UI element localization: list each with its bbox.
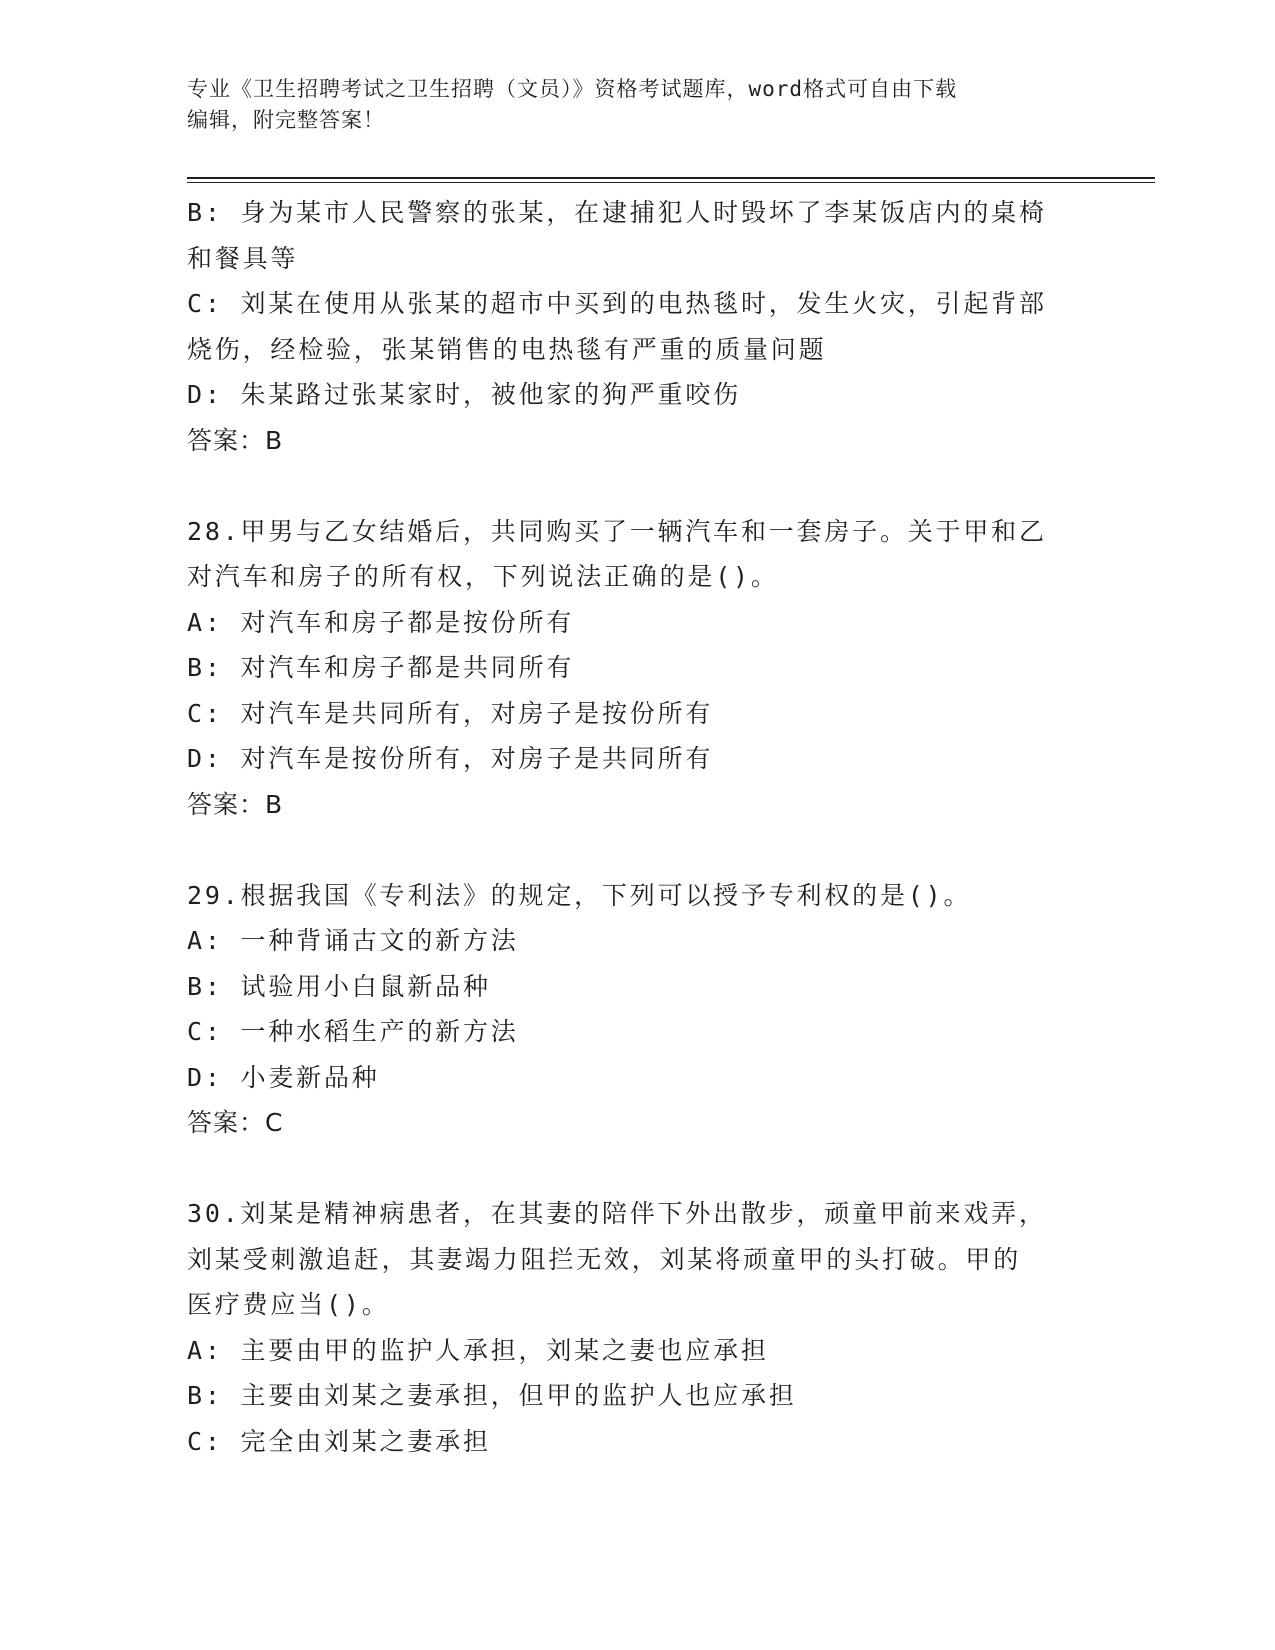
question-content <box>187 190 1087 1464</box>
option-c-line-2: 烧伤，经检验，张某销售的电热毯有严重的质量问题 <box>187 334 827 364</box>
header-line-2: 编辑，附完整答案！ <box>187 108 385 132</box>
question-stem-line-2: 刘某受刺激追赶，其妻竭力阻拦无效，刘某将顽童甲的头打破。甲的 <box>187 1244 1022 1274</box>
option-a: A: 对汽车和房子都是按份所有 <box>187 607 575 637</box>
question-stem-line-2: 对汽车和房子的所有权，下列说法正确的是()。 <box>187 562 779 591</box>
header-rule-thick <box>187 177 1155 179</box>
spacer <box>187 827 1087 873</box>
option-b: B: 主要由刘某之妻承担，但甲的监护人也应承担 <box>187 1381 797 1410</box>
question-stem-line-3: 医疗费应当()。 <box>187 1290 390 1319</box>
option-d: D: 对汽车是按份所有，对房子是共同所有 <box>187 744 714 773</box>
spacer <box>187 1146 1087 1192</box>
question-stem: 29.根据我国《专利法》的规定，下列可以授予专利权的是()。 <box>187 880 972 910</box>
header-rule-thin <box>187 182 1155 183</box>
question-stem-line-1: 28.甲男与乙女结婚后，共同购买了一辆汽车和一套房子。关于甲和乙 <box>187 516 1047 546</box>
answer: 答案：B <box>187 425 284 455</box>
question-29 <box>187 873 1087 1146</box>
question-stem-line-1: 30.刘某是精神病患者，在其妻的陪伴下外出散步，顽童甲前来戏弄， <box>187 1199 1047 1228</box>
document-header <box>187 74 1087 136</box>
option-a: A: 一种背诵古文的新方法 <box>187 926 519 955</box>
header-line-1: 专业《卫生招聘考试之卫生招聘（文员）》资格考试题库，word格式可自由下载 <box>187 77 958 101</box>
option-c-line-1: C: 刘某在使用从张某的超市中买到的电热毯时，发生火灾，引起背部 <box>187 289 1047 318</box>
option-c: C: 一种水稻生产的新方法 <box>187 1017 519 1046</box>
option-b-line-1: B: 身为某市人民警察的张某，在逮捕犯人时毁坏了李某饭店内的桌椅 <box>187 198 1047 227</box>
option-b-line-2: 和餐具等 <box>187 243 299 273</box>
question-27 <box>187 190 1087 463</box>
option-c: C: 完全由刘某之妻承担 <box>187 1426 491 1456</box>
option-b: B: 试验用小白鼠新品种 <box>187 971 491 1001</box>
spacer <box>187 463 1087 509</box>
answer: 答案：B <box>187 789 284 819</box>
option-d: D: 小麦新品种 <box>187 1062 380 1092</box>
option-c: C: 对汽车是共同所有，对房子是按份所有 <box>187 698 714 728</box>
question-28 <box>187 509 1087 828</box>
option-a: A: 主要由甲的监护人承担，刘某之妻也应承担 <box>187 1335 769 1365</box>
answer: 答案：C <box>187 1108 284 1137</box>
option-d: D: 朱某路过张某家时，被他家的狗严重咬伤 <box>187 380 741 409</box>
question-30 <box>187 1191 1087 1464</box>
option-b: B: 对汽车和房子都是共同所有 <box>187 653 575 682</box>
